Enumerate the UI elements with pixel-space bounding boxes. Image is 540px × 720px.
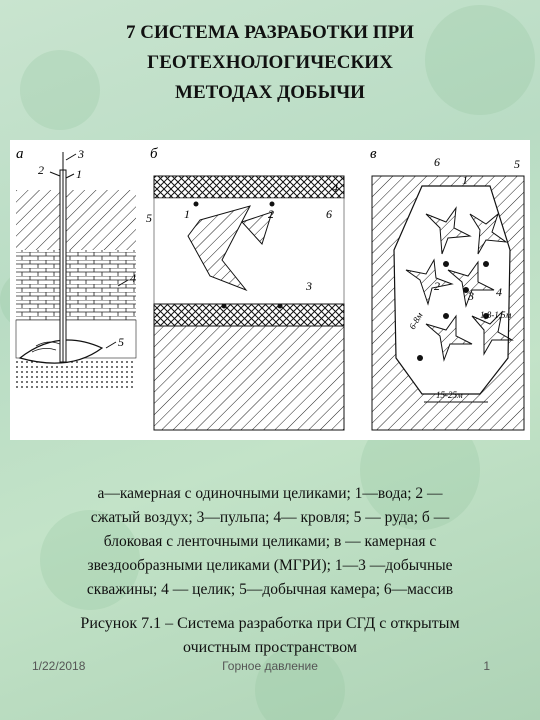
floor-layer — [16, 358, 136, 390]
callout-c-5: 5 — [514, 157, 520, 171]
caption-line-5: скважины; 4 — целик; 5—добычная камера; 6—массив — [86, 581, 454, 598]
callout-a-4: 4 — [130, 271, 136, 285]
roof-layer — [16, 250, 136, 320]
footer-date: 1/22/2018 — [32, 659, 86, 673]
callout-b-3: 3 — [306, 279, 312, 293]
panel-b-label: б — [150, 146, 158, 162]
roof-band-upper — [154, 176, 344, 198]
callout-b-4: 4 — [332, 181, 338, 195]
panel-a — [16, 146, 136, 390]
dim-spacing: 6-8м — [407, 310, 425, 331]
callout-a-2: 2 — [38, 163, 44, 177]
callout-c-2: 2 — [434, 279, 440, 293]
caption-line-4: звездообразными целиками (МГРИ); 1—3 —добычные — [87, 557, 453, 574]
ore-body — [154, 198, 344, 304]
footer-page-number: 1 — [483, 659, 490, 673]
panel-c-label: в — [370, 146, 377, 162]
title-line-3: МЕТОДАХ ДОБЫЧИ — [175, 82, 365, 103]
callout-c-1: 1 — [462, 173, 468, 187]
panel-c — [370, 146, 524, 430]
massif — [154, 326, 344, 430]
callout-b-2: 2 — [268, 207, 274, 221]
callout-a-3: 3 — [78, 147, 84, 161]
slide-title — [40, 18, 500, 108]
callout-c-3: 3 — [468, 289, 474, 303]
title-line-2: ГЕОТЕХНОЛОГИЧЕСКИХ — [147, 52, 393, 73]
figure-caption — [14, 482, 526, 602]
mining-system-figure — [10, 140, 530, 440]
figure-title — [14, 612, 526, 660]
caption-line-3: блоковая с ленточными целиками; в — камерная с — [103, 533, 437, 550]
callout-b-1: 1 — [184, 207, 190, 221]
callout-b-6: 6 — [326, 207, 332, 221]
footer-title: Горное давление — [222, 659, 318, 673]
callout-c-4: 4 — [496, 285, 502, 299]
callout-a-5: 5 — [118, 335, 124, 349]
dim-span: 15-25м — [436, 390, 463, 400]
callout-c-6: 6 — [434, 155, 440, 169]
title-line-1: 7 СИСТЕМА РАЗРАБОТКИ ПРИ — [126, 22, 414, 43]
roof-band-lower — [154, 304, 344, 326]
caption-line-2: сжатый воздух; 3—пульпа; 4— кровля; 5 — руда; б — — [90, 509, 450, 526]
figure-title-line-1: Рисунок 7.1 – Система разработка при СГД с открытым — [80, 615, 460, 632]
overburden-layer — [16, 190, 136, 250]
panel-b — [146, 146, 344, 430]
panel-a-label: а — [16, 146, 24, 162]
callout-b-5: 5 — [146, 211, 152, 225]
dim-width: 1,8-1,5м — [480, 310, 512, 320]
caption-line-1: а—камерная с одиночными целиками; 1—вода; 2 — — [97, 485, 443, 502]
figure-title-line-2: очистным пространством — [183, 639, 357, 656]
callout-a-1: 1 — [76, 167, 82, 181]
